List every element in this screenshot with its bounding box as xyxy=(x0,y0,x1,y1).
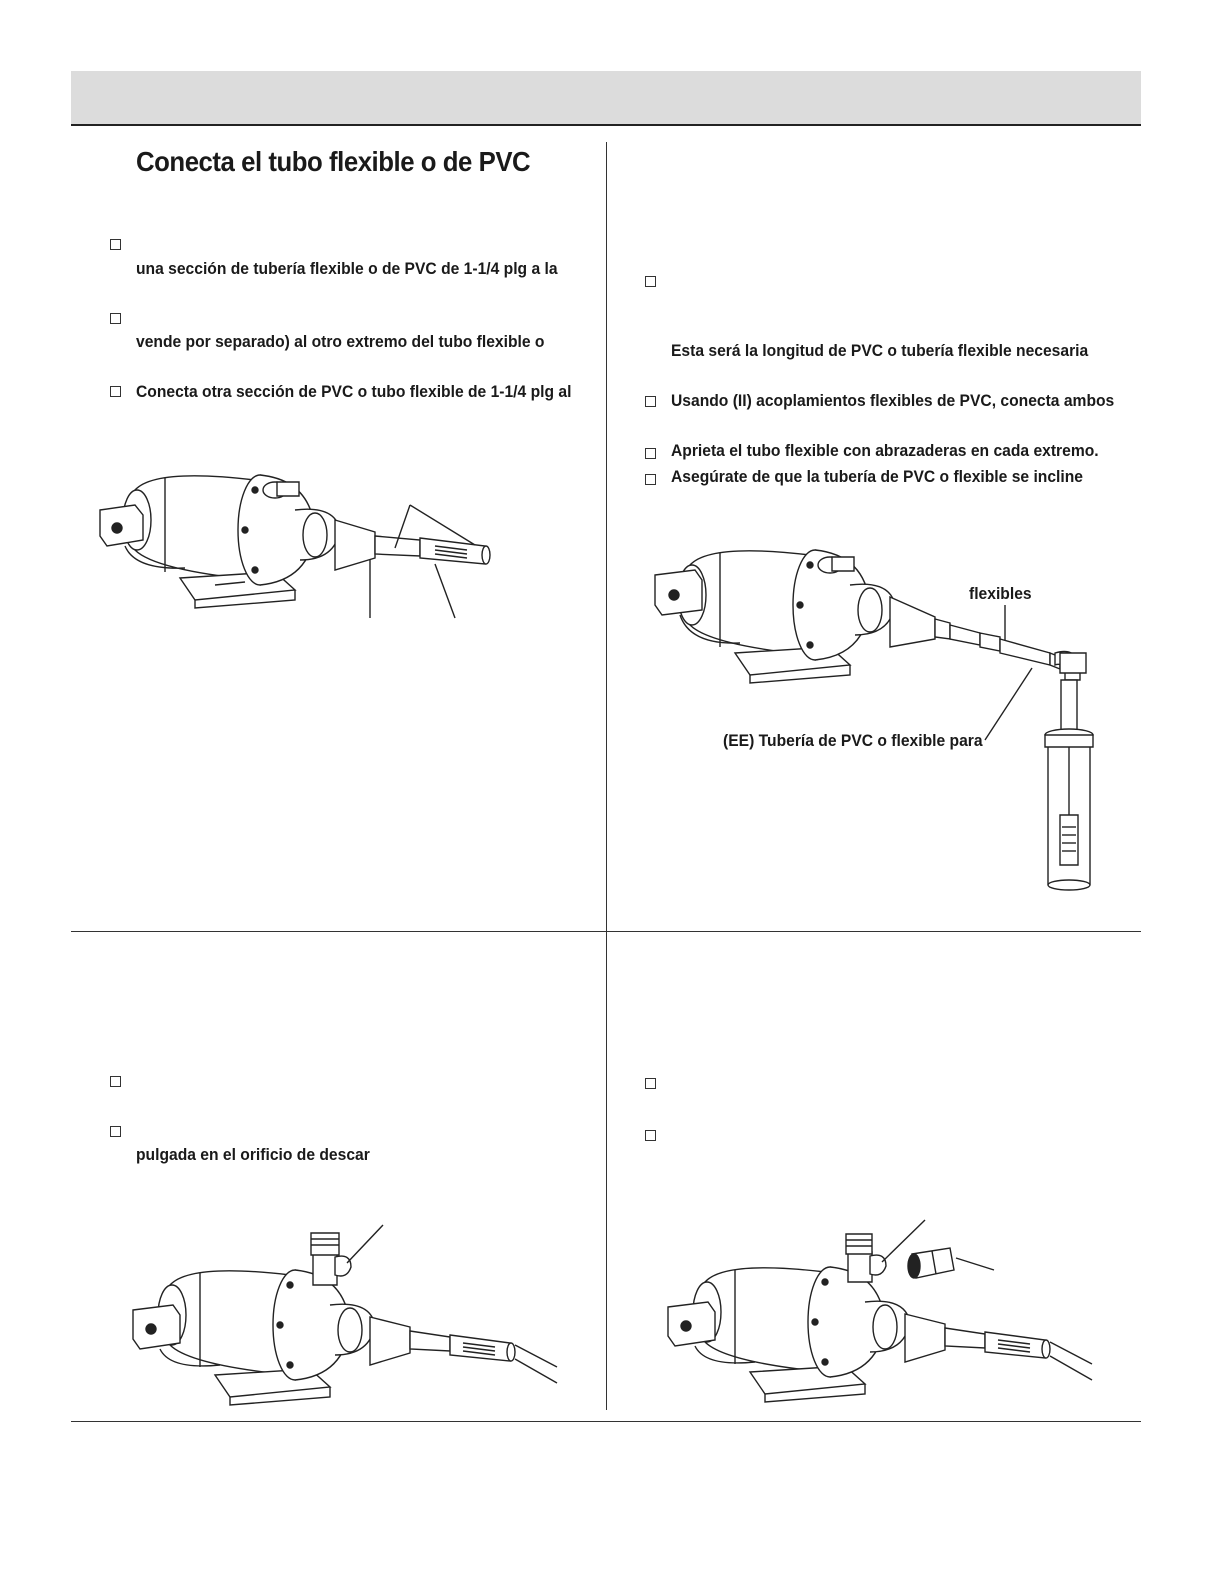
checkbox-icon[interactable] xyxy=(645,1130,656,1141)
column-divider xyxy=(606,142,607,1410)
step-text: vende por separado) al otro extremo del tubo flexible o xyxy=(136,332,545,351)
checkbox-icon[interactable] xyxy=(110,313,121,324)
step-text: Aprieta el tubo flexible con abrazaderas en cada extremo. xyxy=(671,441,1099,460)
checkbox-icon[interactable] xyxy=(645,474,656,485)
step-text: Conecta otra sección de PVC o tubo flexible de 1-1/4 plg al xyxy=(136,382,572,401)
pump-illustration-4 xyxy=(660,1220,1100,1410)
step-text: Asegúrate de que la tubería de PVC o flexible se incline xyxy=(671,467,1083,486)
step-text: Esta será la longitud de PVC o tubería flexible necesaria xyxy=(671,341,1089,360)
checkbox-icon[interactable] xyxy=(110,1076,121,1087)
callout-flexibles: flexibles xyxy=(969,584,1032,603)
header-band xyxy=(71,71,1141,126)
checkbox-icon[interactable] xyxy=(110,386,121,397)
pump-illustration-2 xyxy=(650,535,1110,905)
checkbox-icon[interactable] xyxy=(645,276,656,287)
step-text: pulgada en el orificio de descar xyxy=(136,1145,370,1164)
checkbox-icon[interactable] xyxy=(645,396,656,407)
checkbox-icon[interactable] xyxy=(110,1126,121,1137)
checkbox-icon[interactable] xyxy=(645,1078,656,1089)
step-text: Usando (II) acoplamientos flexibles de PVC, conecta ambos xyxy=(671,391,1115,410)
pump-illustration-1 xyxy=(95,460,515,620)
callout-pipe: (EE) Tubería de PVC o flexible para xyxy=(723,731,983,750)
pump-illustration-3 xyxy=(125,1225,565,1410)
section-divider-bottom xyxy=(71,1421,1141,1422)
checkbox-icon[interactable] xyxy=(110,239,121,250)
page-title: Conecta el tubo flexible o de PVC xyxy=(136,146,531,177)
section-divider-middle xyxy=(71,931,1141,932)
checkbox-icon[interactable] xyxy=(645,448,656,459)
step-text: una sección de tubería flexible o de PVC de 1-1/4 plg a la xyxy=(136,259,558,278)
